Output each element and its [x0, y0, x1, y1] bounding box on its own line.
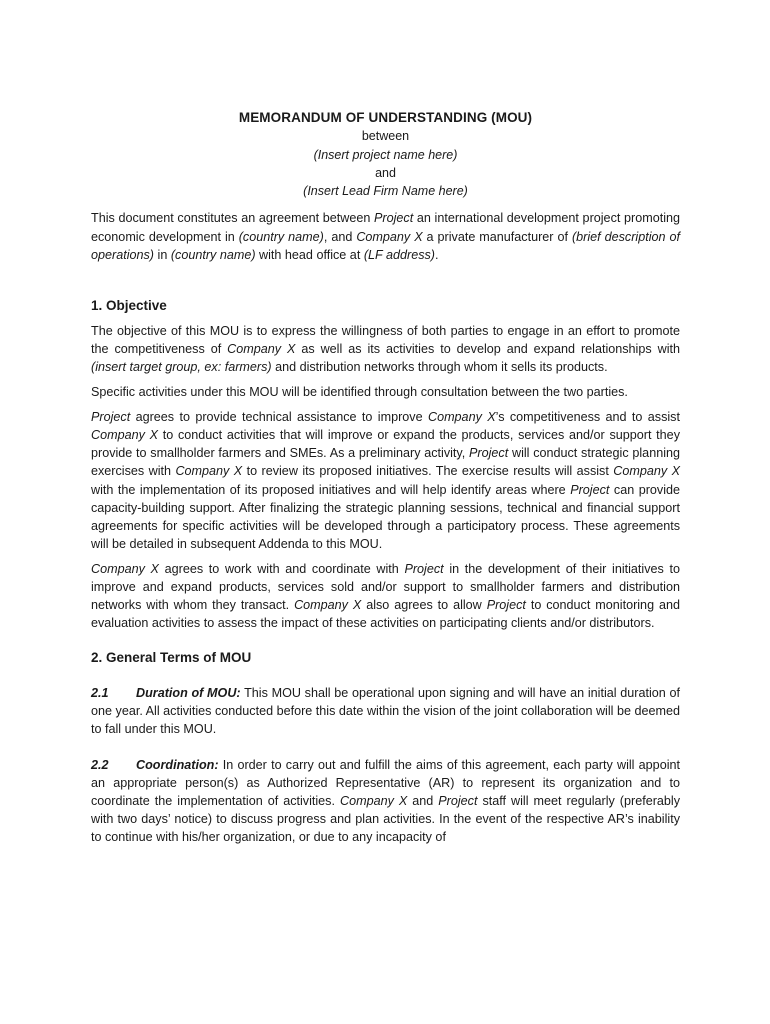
- title-block: [91, 109, 680, 200]
- term-title: Coordination:: [136, 757, 219, 772]
- objective-paragraph-4: Company X agrees to work with and coordinate with Project in the development of their initiatives to improve and expand products, services sold and/or support to smallholder farmers and distribution networks with whom they transact. Company X also agrees to allow Project to conduct monitoring and evaluation activities to assess the impact of these activities on participating clients and/or distributors.: [91, 561, 680, 631]
- term-coordination: 2.2 Coordination: In order to carry out and fulfill the aims of this agreement, each party will appoint an appropriate person(s) as Authorized Representative (AR) to represent its organization and to coordinate the implementation of activities. Company X and Project staff will meet regularly (preferably with two days’ notice) to discuss progress and plan activities. In the event of the respective AR’s inability to continue with his/her organization, or due to any incapacity of: [91, 757, 680, 844]
- document-title: MEMORANDUM OF UNDERSTANDING (MOU): [238, 110, 533, 125]
- objective-paragraph-3: Project agrees to provide technical assistance to improve Company X’s competitiveness and to assist Company X to conduct activities that will improve or expand the products, services and/or support they provide to smallholder farmers and SMEs. As a preliminary activity, Project will conduct strategic planning exercises with Company X to review its proposed initiatives. The exercise results will assist Company X with the implementation of its proposed initiatives and will help identify areas where Project can provide capacity-building support. After finalizing the strategic planning sessions, technical and financial support agreements for specific activities will be developed through a participatory process. These agreements will be detailed in subsequent Addenda to this MOU.: [91, 410, 681, 551]
- title-between: between: [361, 129, 410, 144]
- title-and: and: [375, 165, 396, 180]
- section-heading-general-terms: 2. General Terms of MOU: [91, 650, 252, 666]
- section-heading-objective: 1. Objective: [91, 297, 167, 313]
- objective-paragraph-1: The objective of this MOU is to express the willingness of both parties to engage in an effort to promote the competitiveness of Company X as well as its activities to develop and expand relationships with (insert target group, ex: farmers) and distribution networks through whom it sells its products.: [91, 323, 680, 374]
- term-number: 2.2: [91, 757, 109, 772]
- project-name-placeholder: (Insert project name here): [313, 147, 458, 162]
- objective-paragraph-2: Specific activities under this MOU will be identified through consultation between the two parties.: [91, 385, 628, 400]
- intro-paragraph: This document constitutes an agreement between Project an international development project promoting economic development in (country name), and Company X a private manufacturer of (brief description of operations) in (country name) with head office at (LF address).: [91, 211, 681, 262]
- term-title: Duration of MOU:: [136, 686, 241, 701]
- lead-firm-placeholder: (Insert Lead Firm Name here): [303, 184, 468, 199]
- term-duration: 2.1 Duration of MOU: This MOU shall be operational upon signing and will have an initial duration of one year. All activities conducted before this date within the vision of the joint collaboration will be deemed to fall under this MOU.: [91, 686, 680, 737]
- term-number: 2.1: [91, 686, 109, 701]
